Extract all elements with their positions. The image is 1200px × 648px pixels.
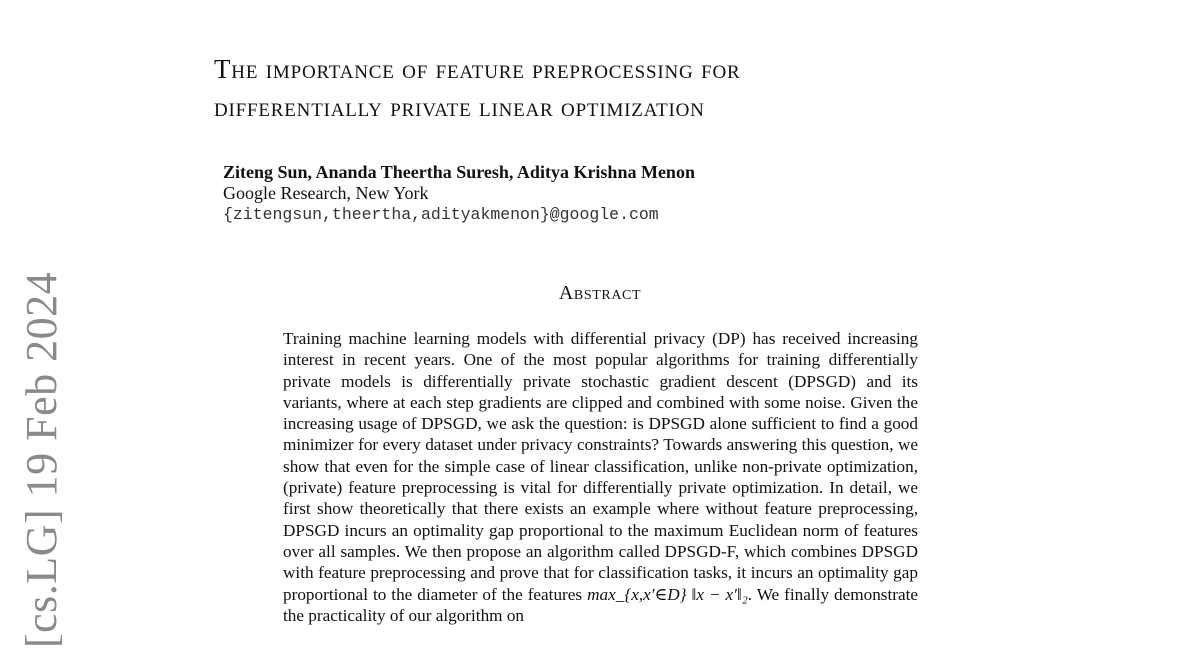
paper-title: [214, 50, 1014, 126]
abstract-text: Training machine learning models with differential privacy (DP) has received increasing interest in recent years. One of the most popular algorithms for training differentially private models is differentially private stochastic gradient descent (DPSGD) and its variants, where at each step gradients are clipped and combined with some noise. Given the increasing usage of DPSGD, we ask the question: is DPSGD alone sufficient to find a good minimizer for every dataset under privacy constraints? Towards answering this question, we show that even for the simple case of linear classification, unlike non-private optimization, (private) feature preprocessing is vital for differentially private optimization. In detail, we first show theoretically that there exists an example where without feature preprocessing, DPSGD incurs an optimality gap proportional to the maximum Euclidean norm of features over all samples. We then propose an algorithm called DPSGD-F, which combines DPSGD with feature preprocessing and prove that for classification tasks, it incurs an optimality gap proportional to the diameter of the features: [283, 329, 918, 604]
abstract-text-continued: . We finally demonstrate the practicality of our algorithm on: [283, 584, 919, 625]
title-line-1: The importance of feature preprocessing for: [214, 54, 741, 84]
abstract-math-expression: max_{x,x′∈D} ‖x − x′‖₂: [587, 584, 748, 604]
arxiv-identifier-stamp: [cs.LG] 19 Feb 2024: [17, 271, 66, 648]
author-names: Ziteng Sun, Ananda Theertha Suresh, Aditya Krishna Menon: [223, 162, 695, 182]
abstract-heading: Abstract: [558, 282, 642, 304]
author-affiliation: Google Research, New York: [223, 183, 429, 203]
abstract-body: [283, 328, 918, 626]
author-emails: {zitengsun,theertha,adityakmenon}@google.com: [223, 205, 659, 224]
author-block: [223, 162, 923, 226]
title-line-2: differentially private linear optimization: [214, 92, 705, 122]
